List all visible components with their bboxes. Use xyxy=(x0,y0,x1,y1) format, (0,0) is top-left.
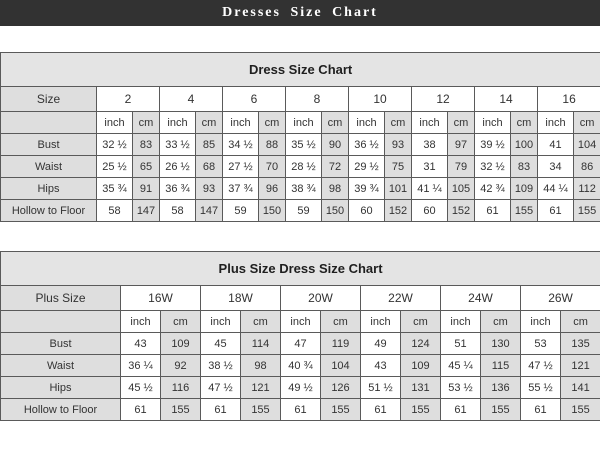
size-cell: 16 xyxy=(538,87,600,112)
unit-inch-cell: inch xyxy=(281,311,321,333)
unit-cm-cell: cm xyxy=(574,112,600,134)
value-cell: 104 xyxy=(321,355,361,377)
value-cell: 109 xyxy=(511,178,538,200)
value-cell: 32 ½ xyxy=(97,134,133,156)
value-cell: 49 xyxy=(361,333,401,355)
value-cell: 96 xyxy=(259,178,286,200)
value-cell: 61 xyxy=(475,200,511,222)
row-label: Bust xyxy=(1,134,97,156)
value-cell: 45 xyxy=(201,333,241,355)
value-cell: 31 xyxy=(412,156,448,178)
value-cell: 100 xyxy=(511,134,538,156)
value-cell: 39 ¾ xyxy=(349,178,385,200)
unit-inch-cell: inch xyxy=(475,112,511,134)
plus-size-dress-size-chart-table-grid xyxy=(0,251,600,421)
value-cell: 104 xyxy=(574,134,600,156)
unit-inch-cell: inch xyxy=(521,311,561,333)
unit-inch-cell: inch xyxy=(538,112,574,134)
value-cell: 72 xyxy=(322,156,349,178)
value-cell: 49 ½ xyxy=(281,377,321,399)
value-cell: 155 xyxy=(481,399,521,421)
value-cell: 155 xyxy=(161,399,201,421)
table-row xyxy=(1,355,600,377)
value-cell: 47 ½ xyxy=(201,377,241,399)
size-cell: 8 xyxy=(286,87,349,112)
value-cell: 116 xyxy=(161,377,201,399)
value-cell: 36 ½ xyxy=(349,134,385,156)
table-row xyxy=(1,200,600,222)
dress-size-chart-table xyxy=(0,52,600,222)
value-cell: 59 xyxy=(286,200,322,222)
value-cell: 29 ½ xyxy=(349,156,385,178)
row-label: Hollow to Floor xyxy=(1,399,121,421)
value-cell: 135 xyxy=(561,333,600,355)
value-cell: 51 xyxy=(441,333,481,355)
unit-inch-cell: inch xyxy=(361,311,401,333)
size-cell: 26W xyxy=(521,286,600,311)
value-cell: 40 ¾ xyxy=(281,355,321,377)
value-cell: 93 xyxy=(196,178,223,200)
value-cell: 85 xyxy=(196,134,223,156)
unit-inch-cell: inch xyxy=(201,311,241,333)
value-cell: 93 xyxy=(385,134,412,156)
unit-cm-cell: cm xyxy=(196,112,223,134)
value-cell: 92 xyxy=(161,355,201,377)
size-cell: 12 xyxy=(412,87,475,112)
value-cell: 124 xyxy=(401,333,441,355)
table-row xyxy=(1,134,600,156)
value-cell: 38 ½ xyxy=(201,355,241,377)
value-cell: 60 xyxy=(349,200,385,222)
unit-inch-cell: inch xyxy=(441,311,481,333)
value-cell: 98 xyxy=(322,178,349,200)
value-cell: 41 ¼ xyxy=(412,178,448,200)
value-cell: 36 ¼ xyxy=(121,355,161,377)
value-cell: 136 xyxy=(481,377,521,399)
value-cell: 58 xyxy=(160,200,196,222)
value-cell: 147 xyxy=(196,200,223,222)
value-cell: 109 xyxy=(161,333,201,355)
unit-inch-cell: inch xyxy=(349,112,385,134)
value-cell: 68 xyxy=(196,156,223,178)
unit-inch-cell: inch xyxy=(160,112,196,134)
value-cell: 121 xyxy=(561,355,600,377)
value-cell: 90 xyxy=(322,134,349,156)
value-cell: 34 xyxy=(538,156,574,178)
value-cell: 61 xyxy=(361,399,401,421)
value-cell: 27 ½ xyxy=(223,156,259,178)
value-cell: 152 xyxy=(385,200,412,222)
size-cell: 6 xyxy=(223,87,286,112)
corner-label: Size xyxy=(1,87,97,112)
unit-cm-cell: cm xyxy=(561,311,600,333)
value-cell: 155 xyxy=(561,399,600,421)
value-cell: 43 xyxy=(361,355,401,377)
value-cell: 105 xyxy=(448,178,475,200)
unit-cm-cell: cm xyxy=(241,311,281,333)
table-title: Plus Size Dress Size Chart xyxy=(1,252,600,286)
value-cell: 33 ½ xyxy=(160,134,196,156)
value-cell: 70 xyxy=(259,156,286,178)
unit-cm-cell: cm xyxy=(161,311,201,333)
value-cell: 61 xyxy=(201,399,241,421)
value-cell: 155 xyxy=(574,200,600,222)
size-cell: 10 xyxy=(349,87,412,112)
size-cell: 4 xyxy=(160,87,223,112)
value-cell: 61 xyxy=(441,399,481,421)
size-cell: 22W xyxy=(361,286,441,311)
row-label: Bust xyxy=(1,333,121,355)
value-cell: 43 xyxy=(121,333,161,355)
units-corner-cell xyxy=(1,112,97,134)
value-cell: 75 xyxy=(385,156,412,178)
value-cell: 65 xyxy=(133,156,160,178)
value-cell: 58 xyxy=(97,200,133,222)
table-row xyxy=(1,333,600,355)
value-cell: 34 ½ xyxy=(223,134,259,156)
unit-inch-cell: inch xyxy=(412,112,448,134)
value-cell: 83 xyxy=(133,134,160,156)
size-cell: 2 xyxy=(97,87,160,112)
dress-size-chart-table-grid xyxy=(0,52,600,222)
value-cell: 147 xyxy=(133,200,160,222)
row-label: Hollow to Floor xyxy=(1,200,97,222)
value-cell: 44 ¼ xyxy=(538,178,574,200)
table-row xyxy=(1,399,600,421)
value-cell: 79 xyxy=(448,156,475,178)
value-cell: 38 xyxy=(412,134,448,156)
unit-cm-cell: cm xyxy=(511,112,538,134)
row-label: Waist xyxy=(1,156,97,178)
value-cell: 155 xyxy=(241,399,281,421)
value-cell: 35 ¾ xyxy=(97,178,133,200)
value-cell: 86 xyxy=(574,156,600,178)
size-cell: 16W xyxy=(121,286,201,311)
value-cell: 55 ½ xyxy=(521,377,561,399)
value-cell: 41 xyxy=(538,134,574,156)
value-cell: 47 xyxy=(281,333,321,355)
value-cell: 101 xyxy=(385,178,412,200)
unit-cm-cell: cm xyxy=(448,112,475,134)
value-cell: 155 xyxy=(321,399,361,421)
value-cell: 61 xyxy=(121,399,161,421)
value-cell: 119 xyxy=(321,333,361,355)
value-cell: 60 xyxy=(412,200,448,222)
unit-inch-cell: inch xyxy=(286,112,322,134)
table-row xyxy=(1,377,600,399)
value-cell: 61 xyxy=(538,200,574,222)
corner-label: Plus Size xyxy=(1,286,121,311)
unit-cm-cell: cm xyxy=(385,112,412,134)
value-cell: 97 xyxy=(448,134,475,156)
value-cell: 115 xyxy=(481,355,521,377)
value-cell: 42 ¾ xyxy=(475,178,511,200)
value-cell: 38 ¾ xyxy=(286,178,322,200)
value-cell: 83 xyxy=(511,156,538,178)
value-cell: 32 ½ xyxy=(475,156,511,178)
value-cell: 130 xyxy=(481,333,521,355)
value-cell: 28 ½ xyxy=(286,156,322,178)
value-cell: 51 ½ xyxy=(361,377,401,399)
unit-cm-cell: cm xyxy=(321,311,361,333)
row-label: Hips xyxy=(1,377,121,399)
unit-cm-cell: cm xyxy=(259,112,286,134)
value-cell: 39 ½ xyxy=(475,134,511,156)
value-cell: 150 xyxy=(259,200,286,222)
size-cell: 20W xyxy=(281,286,361,311)
unit-cm-cell: cm xyxy=(401,311,441,333)
value-cell: 59 xyxy=(223,200,259,222)
size-cell: 24W xyxy=(441,286,521,311)
value-cell: 141 xyxy=(561,377,600,399)
size-cell: 14 xyxy=(475,87,538,112)
value-cell: 25 ½ xyxy=(97,156,133,178)
unit-cm-cell: cm xyxy=(322,112,349,134)
value-cell: 114 xyxy=(241,333,281,355)
value-cell: 35 ½ xyxy=(286,134,322,156)
value-cell: 61 xyxy=(281,399,321,421)
value-cell: 131 xyxy=(401,377,441,399)
value-cell: 121 xyxy=(241,377,281,399)
value-cell: 112 xyxy=(574,178,600,200)
row-label: Hips xyxy=(1,178,97,200)
unit-cm-cell: cm xyxy=(133,112,160,134)
value-cell: 155 xyxy=(401,399,441,421)
row-label: Waist xyxy=(1,355,121,377)
value-cell: 61 xyxy=(521,399,561,421)
value-cell: 150 xyxy=(322,200,349,222)
value-cell: 47 ½ xyxy=(521,355,561,377)
units-corner-cell xyxy=(1,311,121,333)
unit-inch-cell: inch xyxy=(223,112,259,134)
value-cell: 45 ¼ xyxy=(441,355,481,377)
page-title: Dresses Size Chart xyxy=(222,5,378,20)
value-cell: 88 xyxy=(259,134,286,156)
unit-inch-cell: inch xyxy=(121,311,161,333)
page-header xyxy=(0,0,600,26)
value-cell: 155 xyxy=(511,200,538,222)
value-cell: 45 ½ xyxy=(121,377,161,399)
table-row xyxy=(1,156,600,178)
value-cell: 53 ½ xyxy=(441,377,481,399)
value-cell: 26 ½ xyxy=(160,156,196,178)
value-cell: 36 ¾ xyxy=(160,178,196,200)
unit-cm-cell: cm xyxy=(481,311,521,333)
plus-size-dress-size-chart-table xyxy=(0,251,600,421)
value-cell: 91 xyxy=(133,178,160,200)
value-cell: 53 xyxy=(521,333,561,355)
table-row xyxy=(1,178,600,200)
value-cell: 152 xyxy=(448,200,475,222)
value-cell: 126 xyxy=(321,377,361,399)
table-title: Dress Size Chart xyxy=(1,53,600,87)
unit-inch-cell: inch xyxy=(97,112,133,134)
value-cell: 37 ¾ xyxy=(223,178,259,200)
value-cell: 98 xyxy=(241,355,281,377)
value-cell: 109 xyxy=(401,355,441,377)
size-cell: 18W xyxy=(201,286,281,311)
